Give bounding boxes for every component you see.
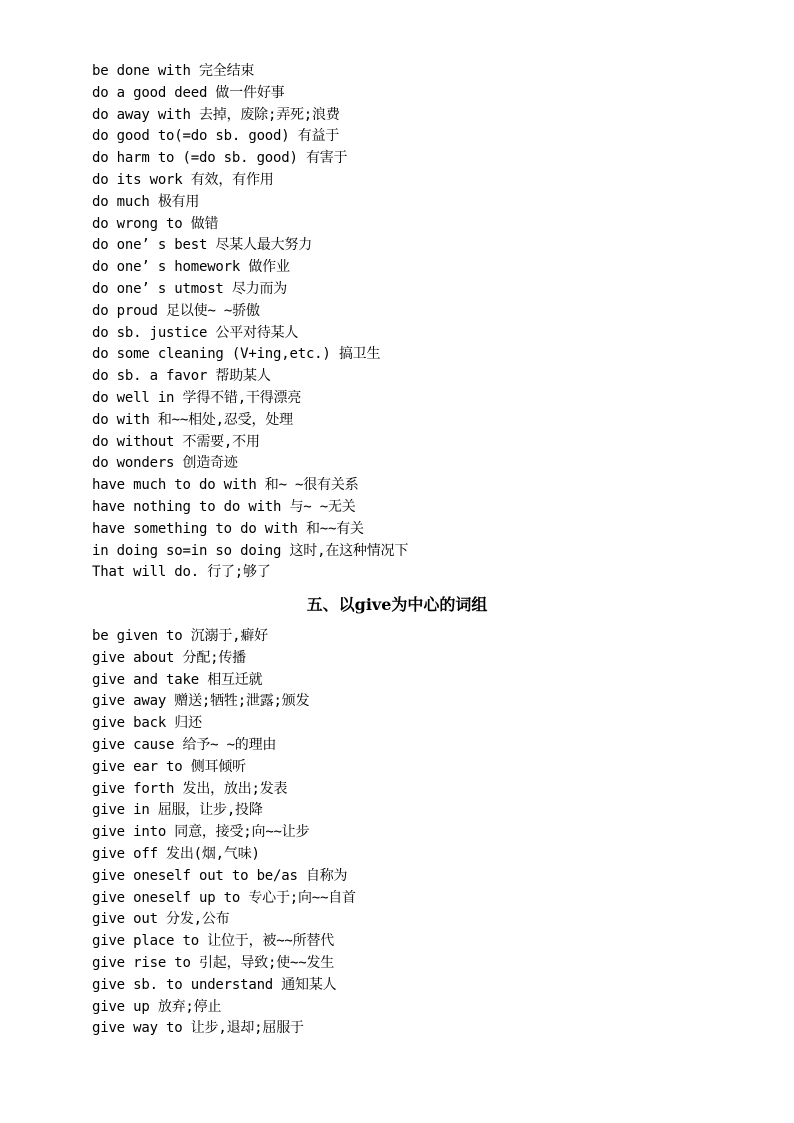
phrase-entry: give back 归还 <box>92 715 202 732</box>
phrase-entry: give cause 给予~ ~的理由 <box>92 736 277 753</box>
phrase-entry: do much 极有用 <box>92 193 200 210</box>
do-phrase-list <box>92 61 732 584</box>
phrase-entry: be given to 沉溺于,癖好 <box>92 628 268 644</box>
phrase-entry: have something to do with 和~~有关 <box>92 520 364 537</box>
phrase-entry: be done with 完全结束 <box>92 63 255 79</box>
phrase-entry: do one’ s best 尽某人最大努力 <box>92 237 313 254</box>
phrase-entry: do well in 学得不错,干得漂亮 <box>92 389 302 406</box>
phrase-entry: give ear to 侧耳倾听 <box>92 758 246 775</box>
phrase-entry: give up 放弃;停止 <box>92 998 222 1015</box>
phrase-entry: do sb. justice 公平对待某人 <box>92 324 299 341</box>
phrase-entry: do a good deed 做一件好事 <box>92 84 285 101</box>
phrase-entry: give oneself out to be/as 自称为 <box>92 867 348 884</box>
phrase-entry: do harm to (=do sb. good) 有害于 <box>92 150 348 167</box>
phrase-entry: give about 分配;传播 <box>92 649 246 666</box>
give-phrase-list <box>92 626 732 1040</box>
phrase-entry: have nothing to do with 与~ ~无关 <box>92 498 356 515</box>
phrase-entry: give forth 发出，放出;发表 <box>92 780 288 797</box>
phrase-entry: give in 屈服，让步,投降 <box>92 802 263 819</box>
phrase-entry: give rise to 引起，导致;使~~发生 <box>92 954 335 971</box>
phrase-entry: do one’ s homework 做作业 <box>92 259 290 276</box>
section-heading-give: 五、以give为中心的词组 <box>306 595 488 614</box>
phrase-entry: do wonders 创造奇迹 <box>92 455 238 472</box>
phrase-entry: give way to 让步,退却;屈服于 <box>92 1020 304 1037</box>
phrase-entry: give oneself up to 专心于;向~~自首 <box>92 889 356 906</box>
phrase-entry: give and take 相互迁就 <box>92 671 263 688</box>
phrase-entry: do some cleaning (V+ing,etc.) 搞卫生 <box>92 346 381 363</box>
phrase-entry: do proud 足以使~ ~骄傲 <box>92 302 260 319</box>
phrase-entry: give place to 让位于，被~~所替代 <box>92 933 335 950</box>
phrase-entry: give into 同意，接受;向~~让步 <box>92 824 310 841</box>
phrase-entry: do wrong to 做错 <box>92 215 219 232</box>
phrase-entry: do its work 有效，有作用 <box>92 171 274 188</box>
phrase-entry: give away 赠送;牺牲;泄露;颁发 <box>92 693 310 710</box>
phrase-entry: do sb. a favor 帮助某人 <box>92 368 271 385</box>
phrase-entry: do away with 去掉，废除;弄死;浪费 <box>92 106 340 123</box>
phrase-entry: in doing so=in so doing 这时,在这种情况下 <box>92 542 409 559</box>
phrase-entry: have much to do with 和~ ~很有关系 <box>92 477 359 494</box>
phrase-entry: give off 发出(烟,气味) <box>92 845 260 862</box>
phrase-entry: give out 分发,公布 <box>92 911 230 928</box>
phrase-entry: do with 和~~相处,忍受，处理 <box>92 411 293 428</box>
phrase-entry: That will do. 行了;够了 <box>92 564 271 581</box>
phrase-entry: do good to(=do sb. good) 有益于 <box>92 128 340 145</box>
phrase-entry: give sb. to understand 通知某人 <box>92 976 337 993</box>
phrase-entry: do without 不需要,不用 <box>92 433 260 450</box>
phrase-entry: do one’ s utmost 尽力而为 <box>92 280 288 297</box>
